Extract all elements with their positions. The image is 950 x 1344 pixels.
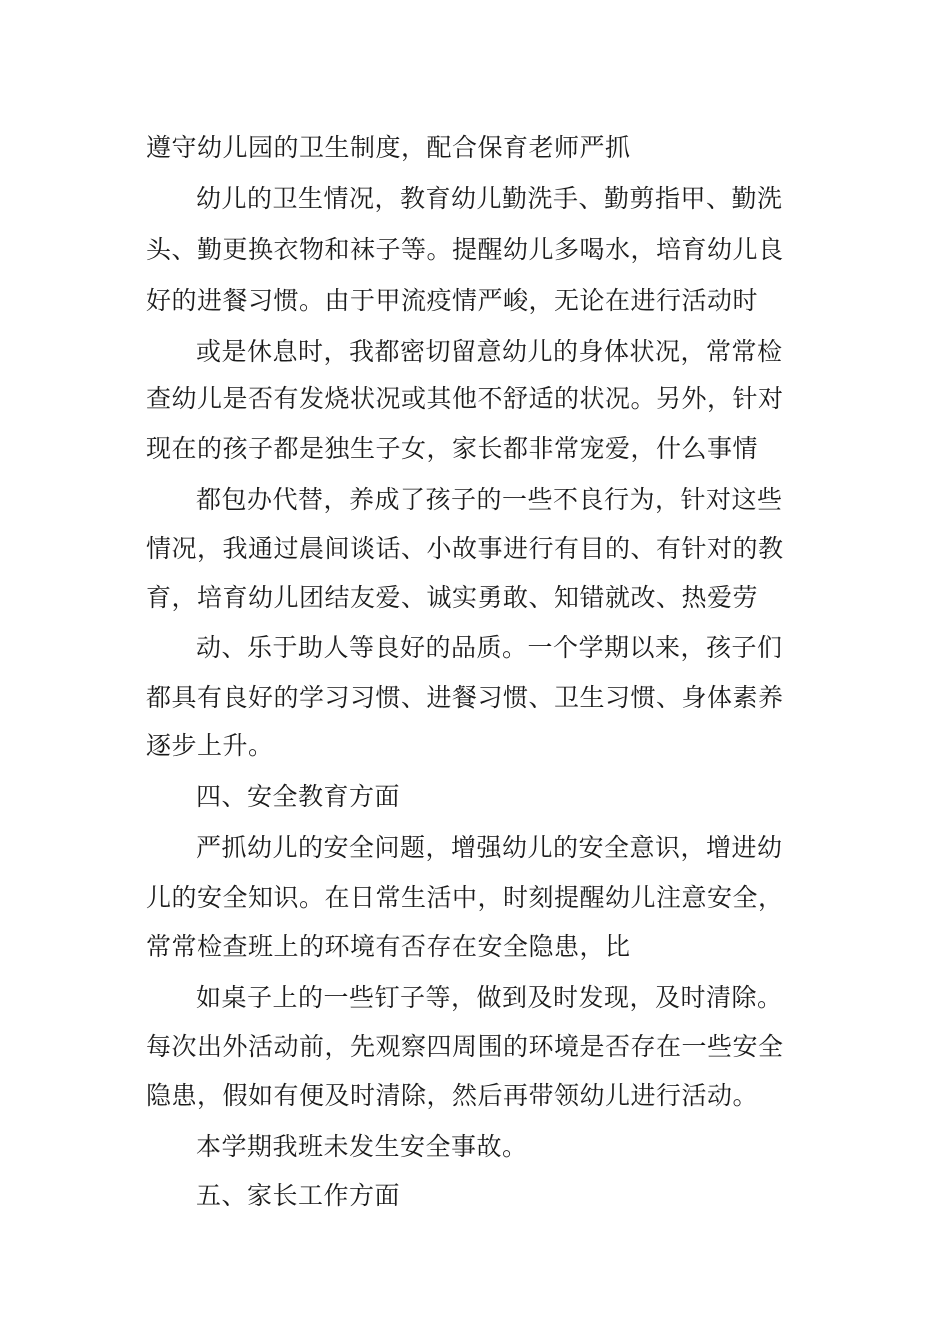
- text-line: 本学期我班未发生安全事故。: [196, 1132, 528, 1161]
- text-line: 查幼儿是否有发烧状况或其他不舒适的状况。另外，针对: [146, 384, 784, 413]
- text-line: 儿的安全知识。在日常生活中，时刻提醒幼儿注意安全，: [146, 883, 784, 912]
- text-line: 情况，我通过晨间谈话、小故事进行有目的、有针对的教: [146, 534, 784, 563]
- section-heading: 五、家长工作方面: [196, 1181, 401, 1210]
- text-line: 每次出外活动前，先观察四周围的环境是否存在一些安全: [146, 1032, 784, 1061]
- text-line: 都具有良好的学习习惯、进餐习惯、卫生习惯、身体素养: [146, 683, 784, 712]
- section-heading: 四、安全教育方面: [196, 782, 401, 811]
- text-line: 如桌子上的一些钉子等，做到及时发现，及时清除。: [196, 983, 783, 1012]
- text-line: 或是休息时，我都密切留意幼儿的身体状况，常常检: [196, 337, 783, 366]
- text-line: 幼儿的卫生情况，教育幼儿勤洗手、勤剪指甲、勤洗: [196, 184, 783, 213]
- text-line: 现在的孩子都是独生子女，家长都非常宠爱，什么事情: [146, 434, 759, 463]
- text-line: 隐患，假如有便及时清除，然后再带领幼儿进行活动。: [146, 1081, 759, 1110]
- text-line: 育，培育幼儿团结友爱、诚实勇敢、知错就改、热爱劳: [146, 583, 759, 612]
- text-line: 都包办代替，养成了孩子的一些不良行为，针对这些: [196, 485, 783, 514]
- text-line: 动、乐于助人等良好的品质。一个学期以来，孩子们: [196, 633, 783, 662]
- text-line: 头、勤更换衣物和袜子等。提醒幼儿多喝水，培育幼儿良: [146, 235, 784, 264]
- text-line: 遵守幼儿园的卫生制度，配合保育老师严抓: [146, 133, 631, 162]
- text-line: 逐步上升。: [146, 731, 274, 760]
- text-line: 常常检查班上的环境有否存在安全隐患，比: [146, 932, 631, 961]
- text-line: 好的进餐习惯。由于甲流疫情严峻，无论在进行活动时: [146, 286, 759, 315]
- text-line: 严抓幼儿的安全问题，增强幼儿的安全意识，增进幼: [196, 833, 783, 862]
